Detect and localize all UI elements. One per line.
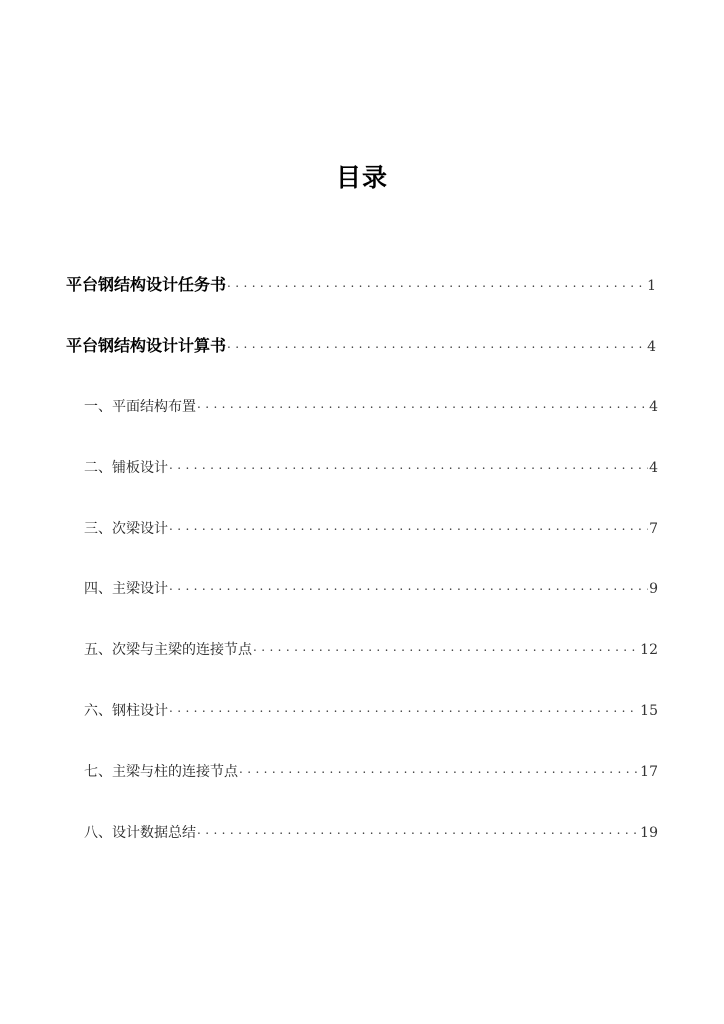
toc-entry-secondary-beam[interactable] bbox=[84, 518, 658, 538]
toc-entry-beam-connection[interactable] bbox=[84, 639, 658, 659]
toc-dot-leader bbox=[169, 701, 639, 715]
toc-entry-label: 四、主梁设计 bbox=[84, 581, 168, 597]
toc-entry-steel-column[interactable] bbox=[84, 700, 658, 720]
toc-entry-label: 平台钢结构设计计算书 bbox=[66, 336, 227, 355]
toc-page-number: 9 bbox=[649, 581, 658, 597]
toc-title: 目录 bbox=[335, 163, 388, 192]
toc-dot-leader bbox=[169, 458, 648, 472]
toc-dot-leader bbox=[169, 579, 648, 593]
toc-dot-leader bbox=[227, 274, 646, 290]
toc-entry-deck-plate[interactable] bbox=[84, 457, 658, 477]
toc-entry-task-book[interactable] bbox=[66, 272, 656, 295]
toc-entry-plan-layout[interactable] bbox=[84, 396, 658, 416]
toc-entry-label: 二、铺板设计 bbox=[84, 460, 168, 476]
toc-entry-label: 五、次梁与主梁的连接节点 bbox=[84, 642, 252, 658]
toc-page-number: 15 bbox=[640, 703, 658, 719]
toc-entry-label: 平台钢结构设计任务书 bbox=[66, 275, 227, 294]
toc-dot-leader bbox=[227, 335, 646, 351]
toc-dot-leader bbox=[239, 762, 639, 776]
toc-page-number: 12 bbox=[640, 642, 658, 658]
toc-entry-label: 七、主梁与柱的连接节点 bbox=[84, 764, 238, 780]
toc-dot-leader bbox=[253, 640, 639, 654]
toc-page-number: 1 bbox=[647, 278, 656, 294]
toc-page-number: 4 bbox=[649, 460, 658, 476]
toc-entry-data-summary[interactable] bbox=[84, 822, 658, 842]
toc-dot-leader bbox=[197, 397, 648, 411]
toc-dot-leader bbox=[197, 823, 639, 837]
toc-entry-label: 六、钢柱设计 bbox=[84, 703, 168, 719]
toc-page-number: 17 bbox=[640, 764, 658, 780]
toc-entry-calculation-book[interactable] bbox=[66, 333, 656, 356]
toc-entry-label: 八、设计数据总结 bbox=[84, 825, 196, 841]
toc-entry-main-beam[interactable] bbox=[84, 578, 658, 598]
toc-page-number: 4 bbox=[647, 339, 656, 355]
toc-entry-label: 一、平面结构布置 bbox=[84, 399, 196, 415]
toc-entry-beam-column-connection[interactable] bbox=[84, 761, 658, 781]
toc-page-number: 4 bbox=[649, 399, 658, 415]
toc-page-number: 7 bbox=[649, 521, 658, 537]
toc-dot-leader bbox=[169, 519, 648, 533]
toc-page-number: 19 bbox=[640, 825, 658, 841]
toc-entry-label: 三、次梁设计 bbox=[84, 521, 168, 537]
